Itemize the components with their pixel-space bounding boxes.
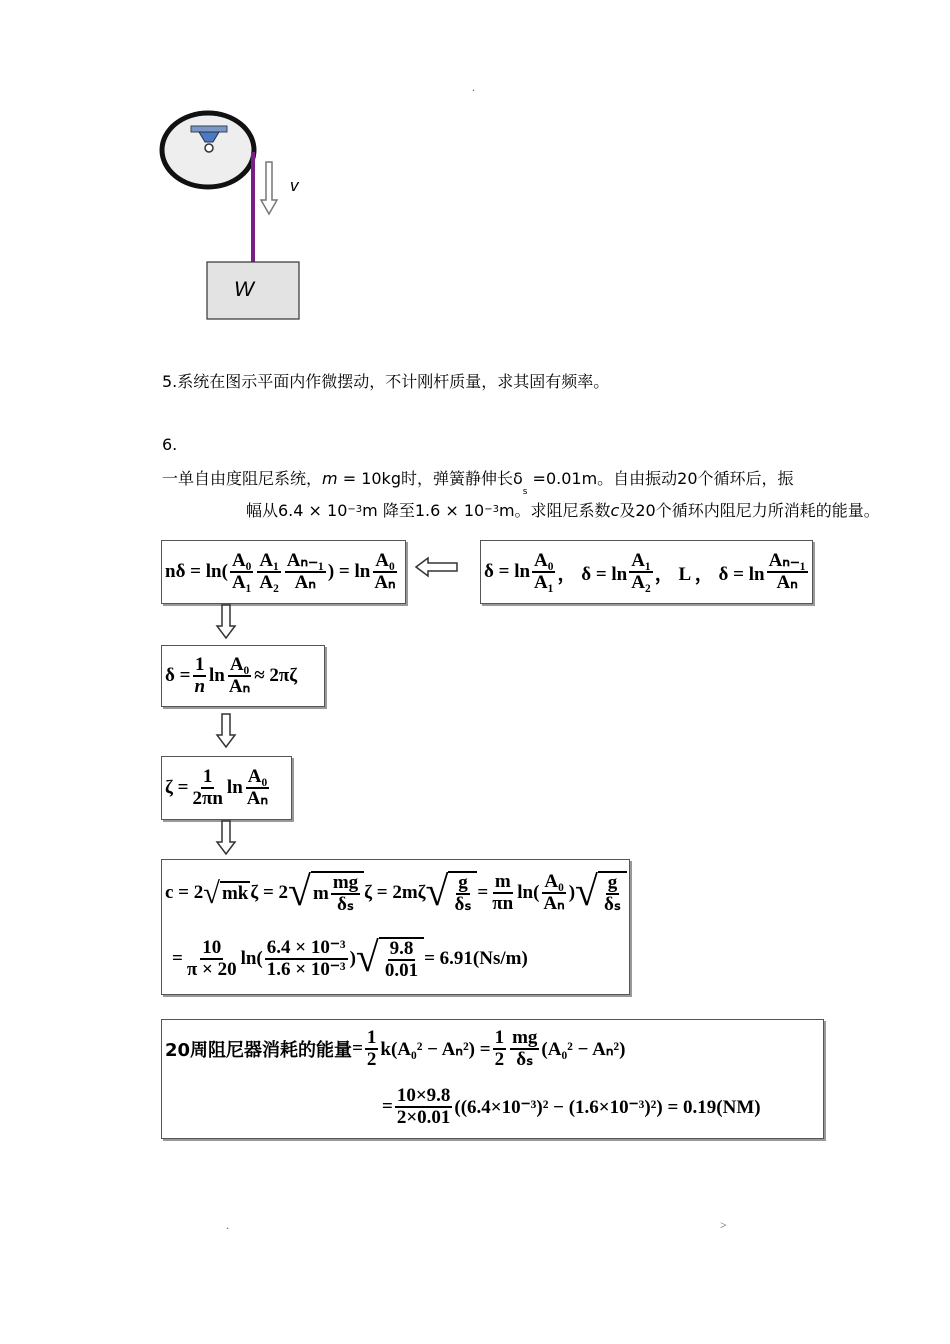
left-arrow-icon xyxy=(414,556,460,578)
b5-l1-sqrt3-num: g xyxy=(458,872,468,894)
b6-l2-b: ((6.4×10⁻³)² − (1.6×10⁻³)²) = 0.19(NM) xyxy=(454,1096,761,1118)
problem-6-number: 6. xyxy=(162,435,178,454)
b5-l1-g-num: A₀ xyxy=(544,871,564,893)
b1-f1-den: A₁ xyxy=(231,572,252,593)
b5-l1-h: ) xyxy=(568,882,576,903)
p6-l1-m: m xyxy=(322,469,338,488)
b1-f2-den: A₂ xyxy=(259,572,279,593)
b6-f3-den: δₛ xyxy=(516,1049,534,1070)
formula-box-zeta xyxy=(161,756,292,820)
b5-l2-g-den: 1.6 × 10⁻³ xyxy=(266,959,346,980)
b3-h1-den: n xyxy=(194,676,206,697)
top-dot: . xyxy=(472,80,475,94)
b1-f1-num: A₀ xyxy=(231,550,252,572)
b5-l1-sqrt2-m: m xyxy=(313,883,329,904)
b6-label: 20周阻尼器消耗的能量 xyxy=(165,1040,353,1061)
p6-l1-val: =0.01m。自由振动20个循环后，振 xyxy=(527,469,794,488)
p6-l2-d: 及20个循环内阻尼力所消耗的能量。 xyxy=(619,501,880,520)
b6-a: = xyxy=(352,1038,363,1059)
formula-box-damping-coefficient: c = 2 √ mk ζ = 2 √ m $\frac{mg}{\text{δₛ}}$ ζ = 2mζ √ $\frac{g}{\text{δₛ}}$ = $\frac{m}{\pi n}$ ln( $\frac{\text{A₀}}{\text{Aₙ}}$ ) √ $\frac{g}{\text{δₛ}}$ = $\frac{10}{\pi \times 20}$ ln( $\frac{\text{6.4 × 10⁻³}}{\text{1.6 × 10⁻³}}$ ) √ $\frac{9.8}{0.01}$ = 6.91(Ns/m) xyxy=(161,859,630,995)
b4-ln: ln xyxy=(226,777,243,798)
p6-l1-sub: s xyxy=(522,487,528,497)
formula-box-delta-approx xyxy=(161,645,325,707)
b6-f2-den: 2 xyxy=(494,1049,505,1070)
b2-sep2: ， L ， δ = ln xyxy=(654,563,765,585)
b6-f1-num: 1 xyxy=(366,1027,377,1049)
b5-l1-sqrt3-den: δₛ xyxy=(454,894,472,915)
b5-l1-c: ζ = 2mζ xyxy=(364,882,426,903)
b4-k1-num: 1 xyxy=(202,766,213,788)
b1-f4-num: A₀ xyxy=(375,550,395,572)
b5-l1-b: ζ = 2 xyxy=(250,882,289,903)
b5-l1-f-num: m xyxy=(494,871,511,893)
velocity-arrow-icon xyxy=(261,162,277,214)
b5-l1-sqrt4-num: g xyxy=(607,872,618,894)
p6-l2-exp2: −3 xyxy=(484,504,499,515)
problem-5 xyxy=(162,369,609,392)
down-arrow-icon xyxy=(215,820,237,856)
formula-box-dissipated-energy xyxy=(161,1019,824,1139)
b2-g2-num: A₁ xyxy=(631,550,651,572)
b5-l2-f-num: 10 xyxy=(202,937,222,959)
b1-f3-den: Aₙ xyxy=(294,572,316,593)
b6-l2-f-den: 2×0.01 xyxy=(396,1107,451,1128)
b4-k1-den: 2πn xyxy=(192,788,223,809)
b5-l2-a: = xyxy=(172,948,183,969)
b6-f3-num: mg xyxy=(512,1027,538,1049)
b3-h1-num: 1 xyxy=(194,654,205,676)
b5-l2-g-num: 6.4 × 10⁻³ xyxy=(266,937,346,959)
p6-l2-c-var: c xyxy=(610,501,620,520)
b1-f3-num: Aₙ₋₁ xyxy=(286,550,324,572)
b5-l2-sqrt-num: 9.8 xyxy=(389,938,414,960)
b5-l1-sqrt2-den: δₛ xyxy=(337,894,354,915)
p6-l2-a: 幅从6.4 × 10 xyxy=(246,501,348,520)
b3-ln: ln xyxy=(209,665,225,686)
b1-mid: ) = ln xyxy=(327,561,371,582)
weight-label: W xyxy=(234,278,254,301)
b5-l1-d: = xyxy=(477,882,489,903)
b5-l2-c: ) xyxy=(349,948,356,969)
p6-l1-eq: = 10kg时，弹簧静伸长δ xyxy=(337,469,523,488)
b2-sep1: ， δ = ln xyxy=(557,563,628,585)
b5-l1-f-den: πn xyxy=(492,893,514,914)
b5-l1-a: c = 2 xyxy=(165,882,204,903)
down-arrow-icon xyxy=(215,604,237,640)
b2-g1-num: A₀ xyxy=(534,550,554,572)
b1-lhs: nδ = ln( xyxy=(165,561,228,582)
b4-lhs: ζ = xyxy=(165,777,189,798)
problem-6-line-2 xyxy=(246,498,880,521)
b6-f2-num: 1 xyxy=(494,1027,505,1049)
b5-l1-sqrt4-den: δₛ xyxy=(604,894,621,915)
b3-lhs: δ = xyxy=(165,665,191,686)
p6-l2-exp1: −3 xyxy=(347,504,363,515)
b2-g3-num: Aₙ₋₁ xyxy=(768,550,806,572)
b4-k2-num: A₀ xyxy=(247,766,268,788)
b5-l1-sqrt1: mk xyxy=(221,883,249,904)
pulley-mount xyxy=(191,126,227,132)
b1-f4-den: Aₙ xyxy=(374,572,396,593)
b2-g1-den: A₁ xyxy=(534,572,554,593)
b4-k2-den: Aₙ xyxy=(246,788,269,809)
b5-l2-d: = 6.91(Ns/m) xyxy=(424,948,528,969)
p6-l1-prefix: 一单自由度阻尼系统， xyxy=(162,469,323,488)
bottom-right-mark: > xyxy=(720,1218,727,1232)
problem-6-line-1 xyxy=(162,466,794,497)
formula-box-delta-definitions xyxy=(480,540,813,604)
b5-l1-sqrt2-num: mg xyxy=(332,872,359,894)
b6-b: k(A₀² − Aₙ²) = xyxy=(380,1038,491,1060)
pulley-axle xyxy=(205,144,213,152)
formula-box-log-decrement-sum xyxy=(161,540,406,604)
b6-l2-a: = xyxy=(382,1096,393,1117)
velocity-label: v xyxy=(290,176,299,195)
b6-f1-den: 2 xyxy=(366,1049,377,1070)
b5-l1-e: ln( xyxy=(517,882,540,903)
p6-l2-c: m。求阻尼系数 xyxy=(498,501,611,520)
b2-d1: δ = ln xyxy=(484,561,531,582)
down-arrow-icon xyxy=(215,713,237,749)
b2-g2-den: A₂ xyxy=(631,572,651,593)
bottom-left-dot: . xyxy=(226,1218,229,1232)
b3-rhs: ≈ 2πζ xyxy=(254,665,298,686)
b5-l2-sqrt-den: 0.01 xyxy=(384,960,419,981)
b1-f2-num: A₁ xyxy=(259,550,279,572)
b5-l2-f-den: π × 20 xyxy=(186,959,237,980)
p6-l2-b: m 降至1.6 × 10 xyxy=(362,501,485,520)
problem-5-text: 系统在图示平面内作微摆动，不计刚杆质量，求其固有频率。 xyxy=(177,372,610,391)
b6-c: (A₀² − Aₙ²) xyxy=(541,1038,626,1060)
problem-5-number: 5. xyxy=(162,372,178,391)
b5-l2-b: ln( xyxy=(240,948,263,969)
b3-h2-num: A₀ xyxy=(229,654,250,676)
b6-l2-f-num: 10×9.8 xyxy=(396,1085,451,1107)
b2-g3-den: Aₙ xyxy=(776,572,798,593)
b5-l1-g-den: Aₙ xyxy=(543,893,565,914)
b3-h2-den: Aₙ xyxy=(228,676,251,697)
